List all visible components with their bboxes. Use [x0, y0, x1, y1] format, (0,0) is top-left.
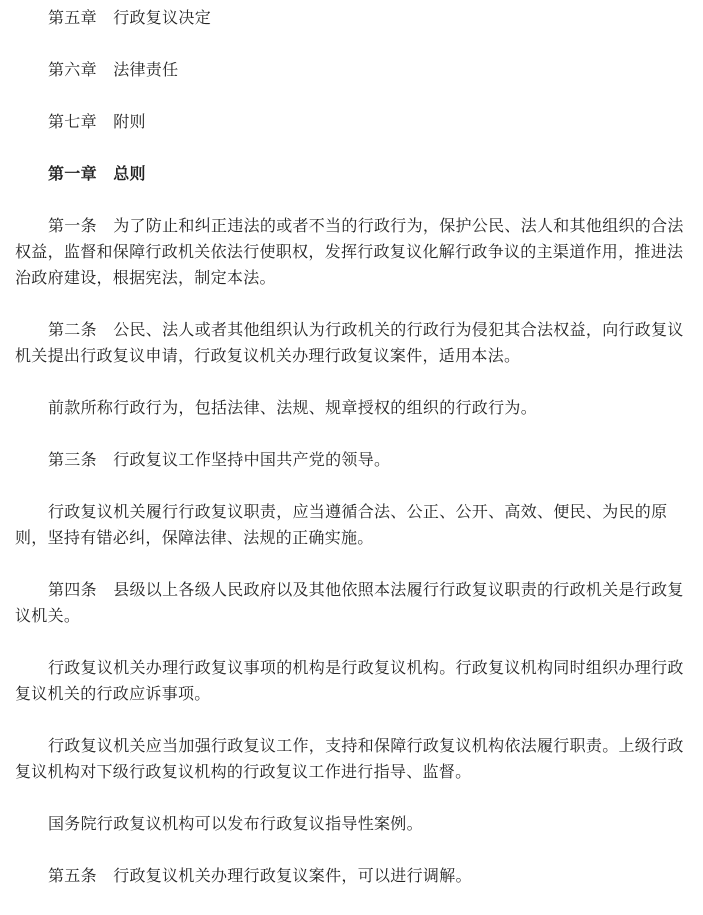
chapter-one-heading: 第一章 总则: [48, 164, 146, 183]
article-2-subparagraph: 前款所称行政行为，包括法律、法规、规章授权的组织的行政行为。: [48, 398, 538, 417]
article-4-subparagraph-2: 行政复议机关应当加强行政复议工作，支持和保障行政复议机构依法履行职责。上级行政复议机构对下级行政复议机构的行政复议工作进行指导、监督。: [15, 736, 684, 781]
article-4-subparagraph-1: 行政复议机关办理行政复议事项的机构是行政复议机构。行政复议机构同时组织办理行政复议机关的行政应诉事项。: [15, 658, 684, 703]
chapter-five-heading: 第五章 行政复议决定: [48, 8, 212, 27]
article-1-paragraph: 第一条 为了防止和纠正违法的或者不当的行政行为，保护公民、法人和其他组织的合法权益，监督和保障行政机关依法行使职权，发挥行政复议化解行政争议的主渠道作用，推进法治政府建设，根据宪法，制定本法。: [15, 216, 684, 287]
article-body: [15, 0, 691, 915]
article-3-paragraph: 第三条 行政复议工作坚持中国共产党的领导。: [48, 450, 391, 469]
article-2-paragraph: 第二条 公民、法人或者其他组织认为行政机关的行政行为侵犯其合法权益，向行政复议机关提出行政复议申请，行政复议机关办理行政复议案件，适用本法。: [15, 320, 684, 365]
article-4-subparagraph-3: 国务院行政复议机构可以发布行政复议指导性案例。: [48, 814, 423, 833]
chapter-seven-heading: 第七章 附则: [48, 112, 146, 131]
article-4-paragraph: 第四条 县级以上各级人民政府以及其他依照本法履行行政复议职责的行政机关是行政复议机关。: [15, 580, 684, 625]
article-3-subparagraph: 行政复议机关履行行政复议职责，应当遵循合法、公正、公开、高效、便民、为民的原则，坚持有错必纠，保障法律、法规的正确实施。: [15, 502, 668, 547]
article-5-paragraph: 第五条 行政复议机关办理行政复议案件，可以进行调解。: [48, 866, 472, 885]
chapter-six-heading: 第六章 法律责任: [48, 60, 179, 79]
